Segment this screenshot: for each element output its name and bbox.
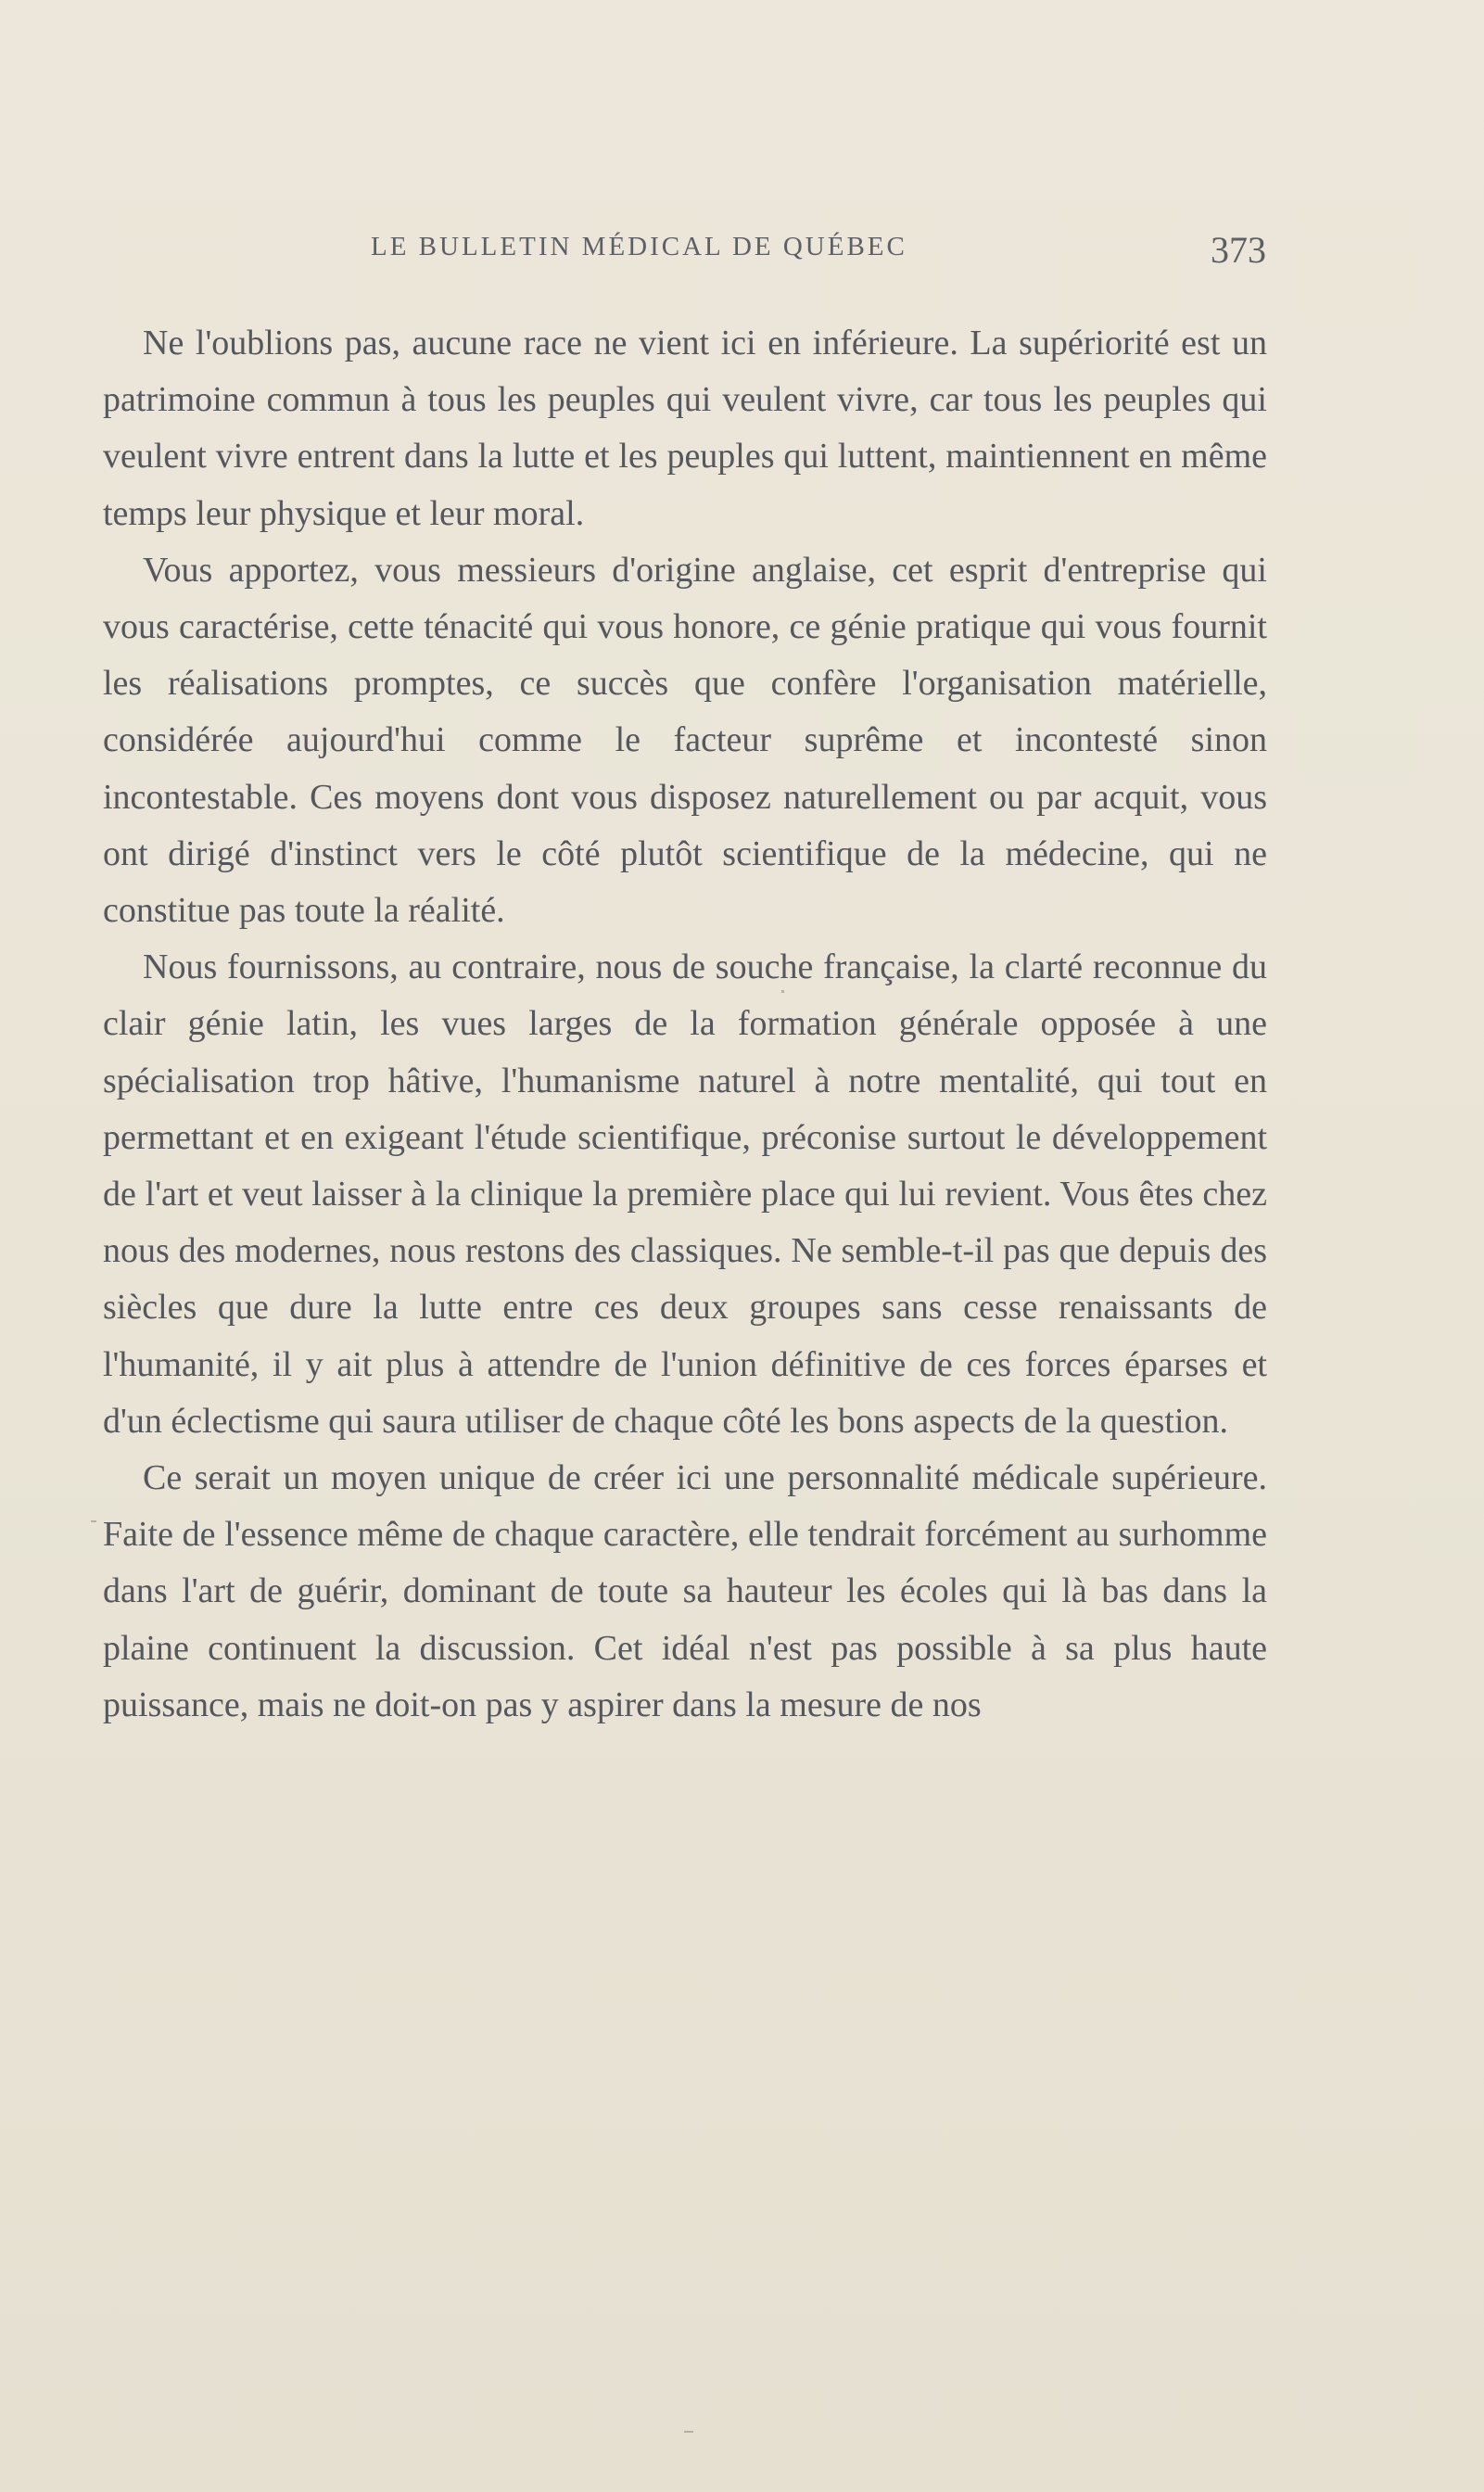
scan-speck (91, 1520, 96, 1522)
body-text (103, 315, 1267, 1734)
page-header (102, 228, 1279, 274)
paragraph-1: Ne l'oublions pas, aucune race ne vient ici en inférieure. La supériorité est un patrimoine commun à tous les peuples qui veulent vivre, car tous les peuples qui veulent vivre entrent dans la lutte et les peuples qui luttent, maintiennent en même temps leur physique et leur moral. (103, 324, 1267, 533)
running-title: LE BULLETIN MÉDICAL DE QUÉBEC (371, 232, 907, 261)
paragraph-3: Nous fournissons, au contraire, nous de souche française, la clarté reconnue du clair génie latin, les vues larges de la formation générale opposée à une spécialisation trop hâtive, l'humanisme naturel à notre mentalité, qui tout en permettant et en exigeant l'étude scientifique, préconise surtout le développement de l'art et veut laisser à la clinique la première place qui lui revient. Vous êtes chez nous des modernes, nous restons des classiques. Ne semble-t-il pas que depuis des siècles que dure la lutte entre ces deux groupes sans cesse renaissants de l'humanité, il y ait plus à attendre de l'union définitive de ces forces éparses et d'un éclectisme qui saura utiliser de chaque côté les bons aspects de la question. (103, 947, 1267, 1441)
page-number: 373 (1211, 229, 1266, 271)
scan-speck (781, 990, 784, 993)
scan-speck (684, 2431, 693, 2433)
paragraph-4: Ce serait un moyen unique de créer ici une personnalité médicale supérieure. Faite de l'essence même de chaque caractère, elle tendrait forcément au surhomme dans l'art de guérir, dominant de toute sa hauteur les écoles qui là bas dans la plaine continuent la discussion. Cet idéal n'est pas possible à sa plus haute puissance, mais ne doit-on pas y aspirer dans la mesure de nos (103, 1458, 1267, 1724)
paragraph-2: Vous apportez, vous messieurs d'origine anglaise, cet esprit d'entreprise qui vous caractérise, cette ténacité qui vous honore, ce génie pratique qui vous fournit les réalisations promptes, ce succès que confère l'organisation matérielle, considérée aujourd'hui comme le facteur suprême et incontesté sinon incontestable. Ces moyens dont vous disposez naturellement ou par acquit, vous ont dirigé d'instinct vers le côté plutôt scientifique de la médecine, qui ne constitue pas toute la réalité. (103, 550, 1267, 931)
